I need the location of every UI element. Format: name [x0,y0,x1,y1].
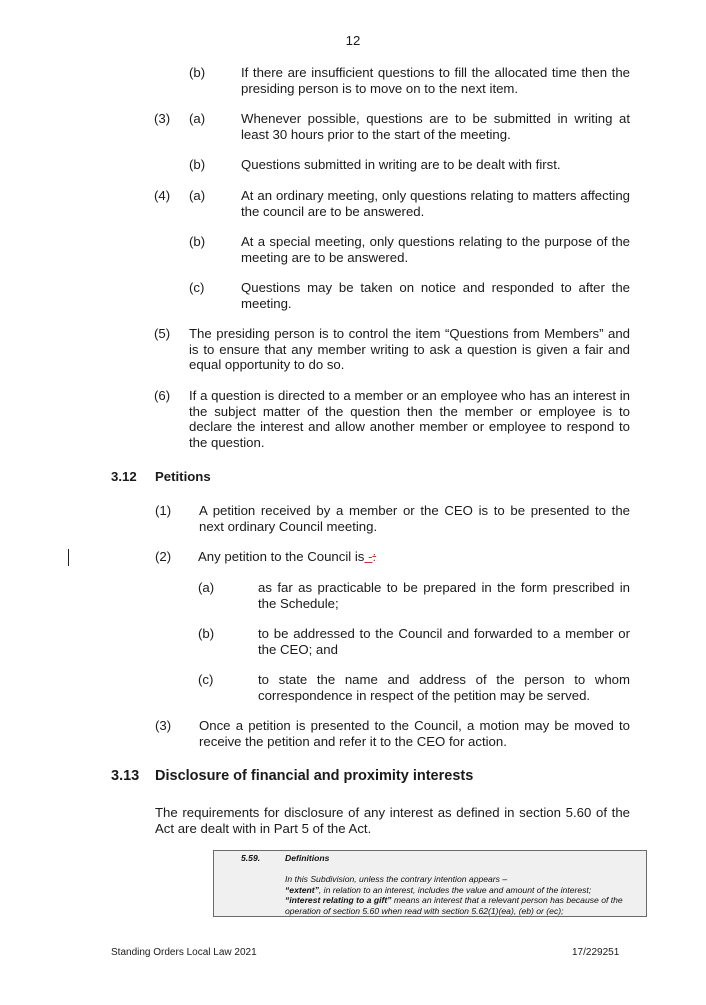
extract-definition [285,885,641,896]
item-text: At a special meeting, only questions relating to the purpose of the meeting are to be answered. [241,234,630,265]
item-label: (b) [189,157,206,172]
extract-intro: In this Subdivision, unless the contrary intention appears – [285,874,508,884]
item-number: (5) [154,326,171,341]
item-text-main: Any petition to the Council is [198,549,365,564]
extract-section-title: Definitions [285,853,330,863]
definition-text: , in relation to an interest, includes the value and amount of the interest; [318,884,592,895]
definition-term: “interest relating to a gift” [285,895,392,906]
item-number: (3) [154,111,171,126]
section-number: 3.12 [111,469,137,484]
item-text: If there are insufficient questions to fill the allocated time then the presiding person is to move on to the next item. [241,65,630,96]
item-number: (4) [154,188,171,203]
item-label: (a) [189,188,206,203]
item-text: If a question is directed to a member or an employee who has an interest in the subject matter of the question then the member or employee is to declare the interest and allow another member or employee to respond to the question. [189,388,630,450]
extract-definition [285,895,641,916]
footer-title: Standing Orders Local Law 2021 [111,947,257,958]
item-text: A petition received by a member or the CEO is to be presented to the next ordinary Council meeting. [199,503,630,534]
tracked-insertion: - [364,549,373,564]
item-label: (a) [198,580,215,595]
extract-section-number: 5.59. [241,853,261,863]
page-number: 12 [345,33,361,48]
item-number: (2) [155,549,172,564]
act-extract-box [213,850,647,917]
item-text [198,549,629,565]
item-text: At an ordinary meeting, only questions relating to matters affecting the council are to be answered. [241,188,630,219]
section-paragraph: The requirements for disclosure of any interest as defined in section 5.60 of the Act are dealt with in Part 5 of the Act. [155,805,630,836]
section-title: Disclosure of financial and proximity interests [155,768,474,784]
section-title: Petitions [155,469,211,484]
definition-text: means an interest that a relevant person has because of the operation of section 5.60 when read with section 5.62(1)(ea), (eb) or (ec); [285,895,623,916]
item-label: (b) [198,626,215,641]
item-number: (3) [155,718,172,733]
item-text: to state the name and address of the person to whom correspondence in respect of the petition may be served. [258,672,630,703]
item-text: Whenever possible, questions are to be submitted in writing at least 30 hours prior to the start of the meeting. [241,111,630,142]
item-text: Questions may be taken on notice and responded to after the meeting. [241,280,630,311]
item-text: Once a petition is presented to the Council, a motion may be moved to receive the petition and refer it to the CEO for action. [199,718,630,749]
item-label: (c) [198,672,214,687]
change-bar [68,549,69,566]
item-text: to be addressed to the Council and forwarded to a member or the CEO; and [258,626,630,657]
footer-reference: 17/229251 [572,947,620,958]
item-label: (c) [189,280,205,295]
section-number: 3.13 [111,768,140,784]
item-label: (b) [189,65,206,80]
item-number: (6) [154,388,171,403]
item-label: (a) [189,111,206,126]
item-text: as far as practicable to be prepared in the form prescribed in the Schedule; [258,580,630,611]
item-label: (b) [189,234,206,249]
extract-body [285,874,641,916]
item-text: Questions submitted in writing are to be dealt with first. [241,157,561,172]
definition-term: “extent” [285,884,319,895]
item-number: (1) [155,503,172,518]
tracked-deletion: : [372,549,377,564]
item-text: The presiding person is to control the item “Questions from Members” and is to ensure that any member writing to ask a question is given a fair and equal opportunity to do so. [189,326,630,372]
